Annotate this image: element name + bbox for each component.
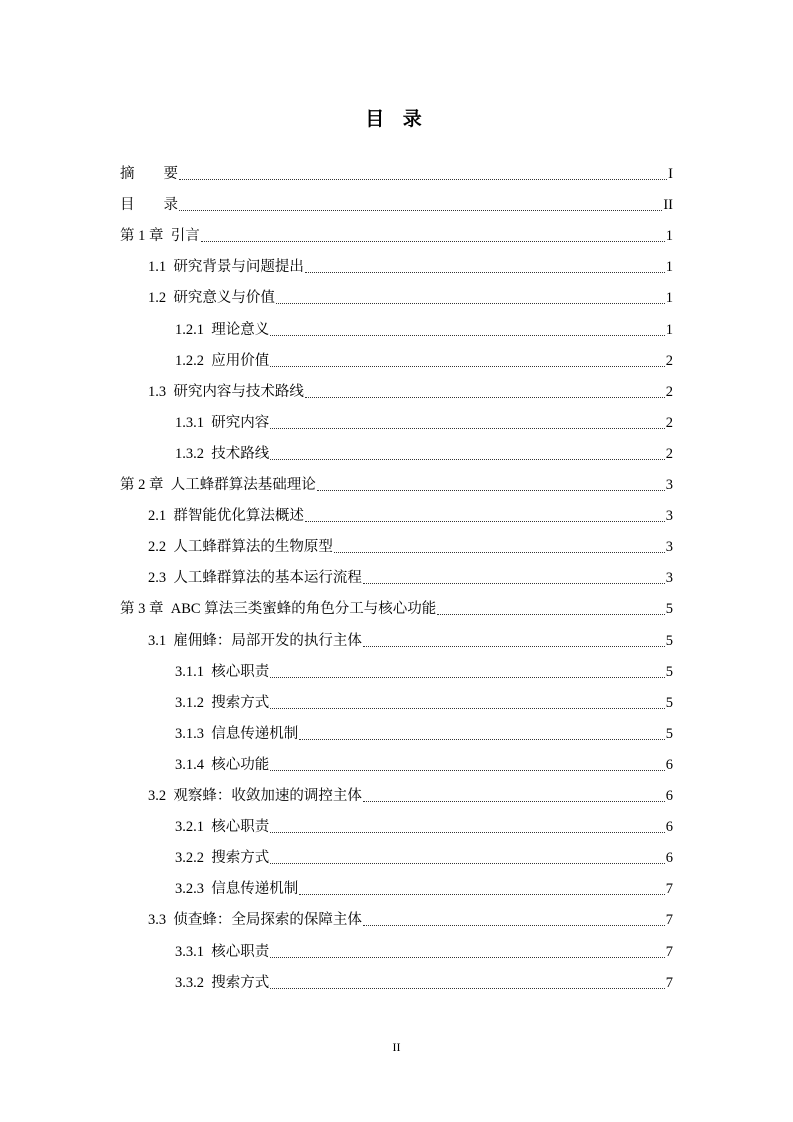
toc-entry-page: 7: [665, 912, 673, 929]
toc-leader-dots: [179, 165, 667, 180]
toc-entry[interactable]: [148, 566, 673, 590]
toc-leader-dots: [270, 756, 665, 771]
toc-entry[interactable]: [175, 940, 673, 964]
toc-entry-label: 1.2.1 理论意义: [175, 321, 270, 338]
toc-entry-page: 3: [665, 508, 673, 525]
toc-leader-dots: [305, 383, 665, 398]
toc-entry[interactable]: [175, 411, 673, 435]
toc-entry-page: 6: [665, 819, 673, 836]
toc-entry-page: 2: [665, 414, 673, 431]
toc-entry-page: 3: [665, 570, 673, 587]
toc-leader-dots: [363, 569, 665, 584]
toc-entry-label: 3.1.3 信息传递机制: [175, 725, 299, 742]
toc-leader-dots: [363, 911, 665, 926]
toc-leader-dots: [317, 476, 665, 491]
toc-entry[interactable]: [175, 846, 673, 870]
toc-entry-label: 3.2.2 搜索方式: [175, 850, 270, 867]
toc-entry[interactable]: [148, 784, 673, 808]
toc-entry[interactable]: [175, 815, 673, 839]
toc-entry[interactable]: [175, 753, 673, 777]
toc-leader-dots: [305, 258, 665, 273]
toc-leader-dots: [270, 694, 665, 709]
toc-entry-page: 6: [665, 850, 673, 867]
toc-leader-dots: [270, 414, 665, 429]
toc-entry-page: 5: [665, 632, 673, 649]
toc-entry-page: 3: [665, 539, 673, 556]
toc-entry[interactable]: [175, 722, 673, 746]
toc-entry[interactable]: [120, 473, 673, 497]
toc-entry-label: 目 录: [120, 197, 178, 214]
toc-entry-page: 1: [665, 228, 673, 245]
toc-entry-page: I: [668, 166, 673, 182]
toc-leader-dots: [270, 445, 665, 460]
toc-entry-label: 1.3 研究内容与技术路线: [148, 383, 304, 400]
toc-entry-page: 7: [665, 943, 673, 960]
toc-entry-page: 5: [665, 601, 673, 618]
toc-entry[interactable]: [175, 318, 673, 342]
toc-leader-dots: [299, 725, 665, 740]
toc-entry-page: 6: [665, 788, 673, 804]
toc-entry[interactable]: [148, 255, 673, 279]
toc-entry-label: 1.2.2 应用价值: [175, 352, 270, 369]
toc-leader-dots: [299, 880, 665, 895]
toc-entry[interactable]: [148, 629, 673, 653]
toc-leader-dots: [305, 507, 665, 522]
toc-entry-label: 3.3 侦查蜂：全局探索的保障主体: [148, 912, 362, 929]
toc-entry-page: 3: [665, 477, 673, 493]
toc-entry[interactable]: [120, 597, 673, 621]
toc-entry-page: 1: [665, 259, 673, 276]
toc-entry-page: 5: [665, 725, 673, 742]
toc-entry-label: 3.1.1 核心职责: [175, 663, 270, 680]
toc-entry-label: 第 3 章 ABC 算法三类蜜蜂的角色分工与核心功能: [120, 601, 437, 618]
toc-entry-label: 3.3.2 搜索方式: [175, 974, 270, 991]
toc-entry-page: 1: [665, 290, 673, 307]
toc-leader-dots: [437, 600, 665, 615]
toc-entry-page: 5: [665, 663, 673, 680]
toc-leader-dots: [270, 974, 665, 989]
toc-entry-page: II: [663, 197, 673, 214]
toc-entry-label: 3.3.1 核心职责: [175, 943, 270, 960]
toc-entry-page: 7: [665, 881, 673, 898]
toc-entry-label: 摘 要: [120, 166, 178, 182]
toc-entry[interactable]: [175, 971, 673, 995]
toc-entry-page: 6: [665, 756, 673, 773]
toc-entry-label: 3.1.4 核心功能: [175, 756, 270, 773]
toc-entry-label: 1.3.1 研究内容: [175, 414, 270, 431]
toc-leader-dots: [363, 632, 665, 647]
toc-entry-label: 1.1 研究背景与问题提出: [148, 259, 304, 276]
toc-entry-label: 2.1 群智能优化算法概述: [148, 508, 304, 525]
toc-leader-dots: [270, 818, 665, 833]
toc-entry[interactable]: [148, 504, 673, 528]
toc-entry[interactable]: [175, 660, 673, 684]
toc-leader-dots: [270, 663, 665, 678]
toc-leader-dots: [179, 196, 662, 211]
toc-leader-dots: [363, 787, 665, 802]
toc-leader-dots: [334, 538, 665, 553]
toc-title: 目 录: [365, 108, 428, 130]
toc-entry-page: 2: [665, 445, 673, 462]
toc-entry[interactable]: [175, 349, 673, 373]
toc-entry-page: 5: [665, 694, 673, 711]
toc-leader-dots: [276, 289, 665, 304]
toc-entry-label: 3.2.1 核心职责: [175, 819, 270, 836]
toc-entry[interactable]: [148, 380, 673, 404]
toc-entry[interactable]: [175, 691, 673, 715]
toc-leader-dots: [270, 352, 665, 367]
toc-entry[interactable]: [120, 224, 673, 248]
toc-leader-dots: [270, 849, 665, 864]
toc-entry-label: 第 2 章 人工蜂群算法基础理论: [120, 477, 316, 493]
toc-entry[interactable]: [175, 877, 673, 901]
toc-entry-label: 1.2 研究意义与价值: [148, 290, 275, 307]
toc-entry-label: 第 1 章 引言: [120, 228, 200, 245]
toc-entry-label: 3.2.3 信息传递机制: [175, 881, 299, 898]
toc-entry-page: 1: [665, 321, 673, 338]
toc-leader-dots: [270, 943, 665, 958]
toc-entry-label: 2.2 人工蜂群算法的生物原型: [148, 539, 333, 556]
toc-leader-dots: [201, 227, 665, 242]
toc-entry-label: 3.1 雇佣蜂：局部开发的执行主体: [148, 632, 362, 649]
toc-entry-page: 2: [665, 383, 673, 400]
toc-entry-label: 3.1.2 搜索方式: [175, 694, 270, 711]
toc-entry[interactable]: [175, 442, 673, 466]
toc-entry[interactable]: [148, 908, 673, 932]
toc-entry[interactable]: [148, 286, 673, 310]
toc-entry[interactable]: [148, 535, 673, 559]
page-number: II: [392, 1040, 401, 1054]
toc-entry-page: 7: [665, 974, 673, 991]
toc-entry[interactable]: [120, 162, 673, 186]
toc-entry[interactable]: [120, 193, 673, 217]
toc-entry-label: 3.2 观察蜂：收敛加速的调控主体: [148, 788, 362, 804]
toc-entry-label: 2.3 人工蜂群算法的基本运行流程: [148, 570, 362, 587]
toc-leader-dots: [270, 321, 665, 336]
toc-entry-label: 1.3.2 技术路线: [175, 445, 270, 462]
toc-entry-page: 2: [665, 352, 673, 369]
